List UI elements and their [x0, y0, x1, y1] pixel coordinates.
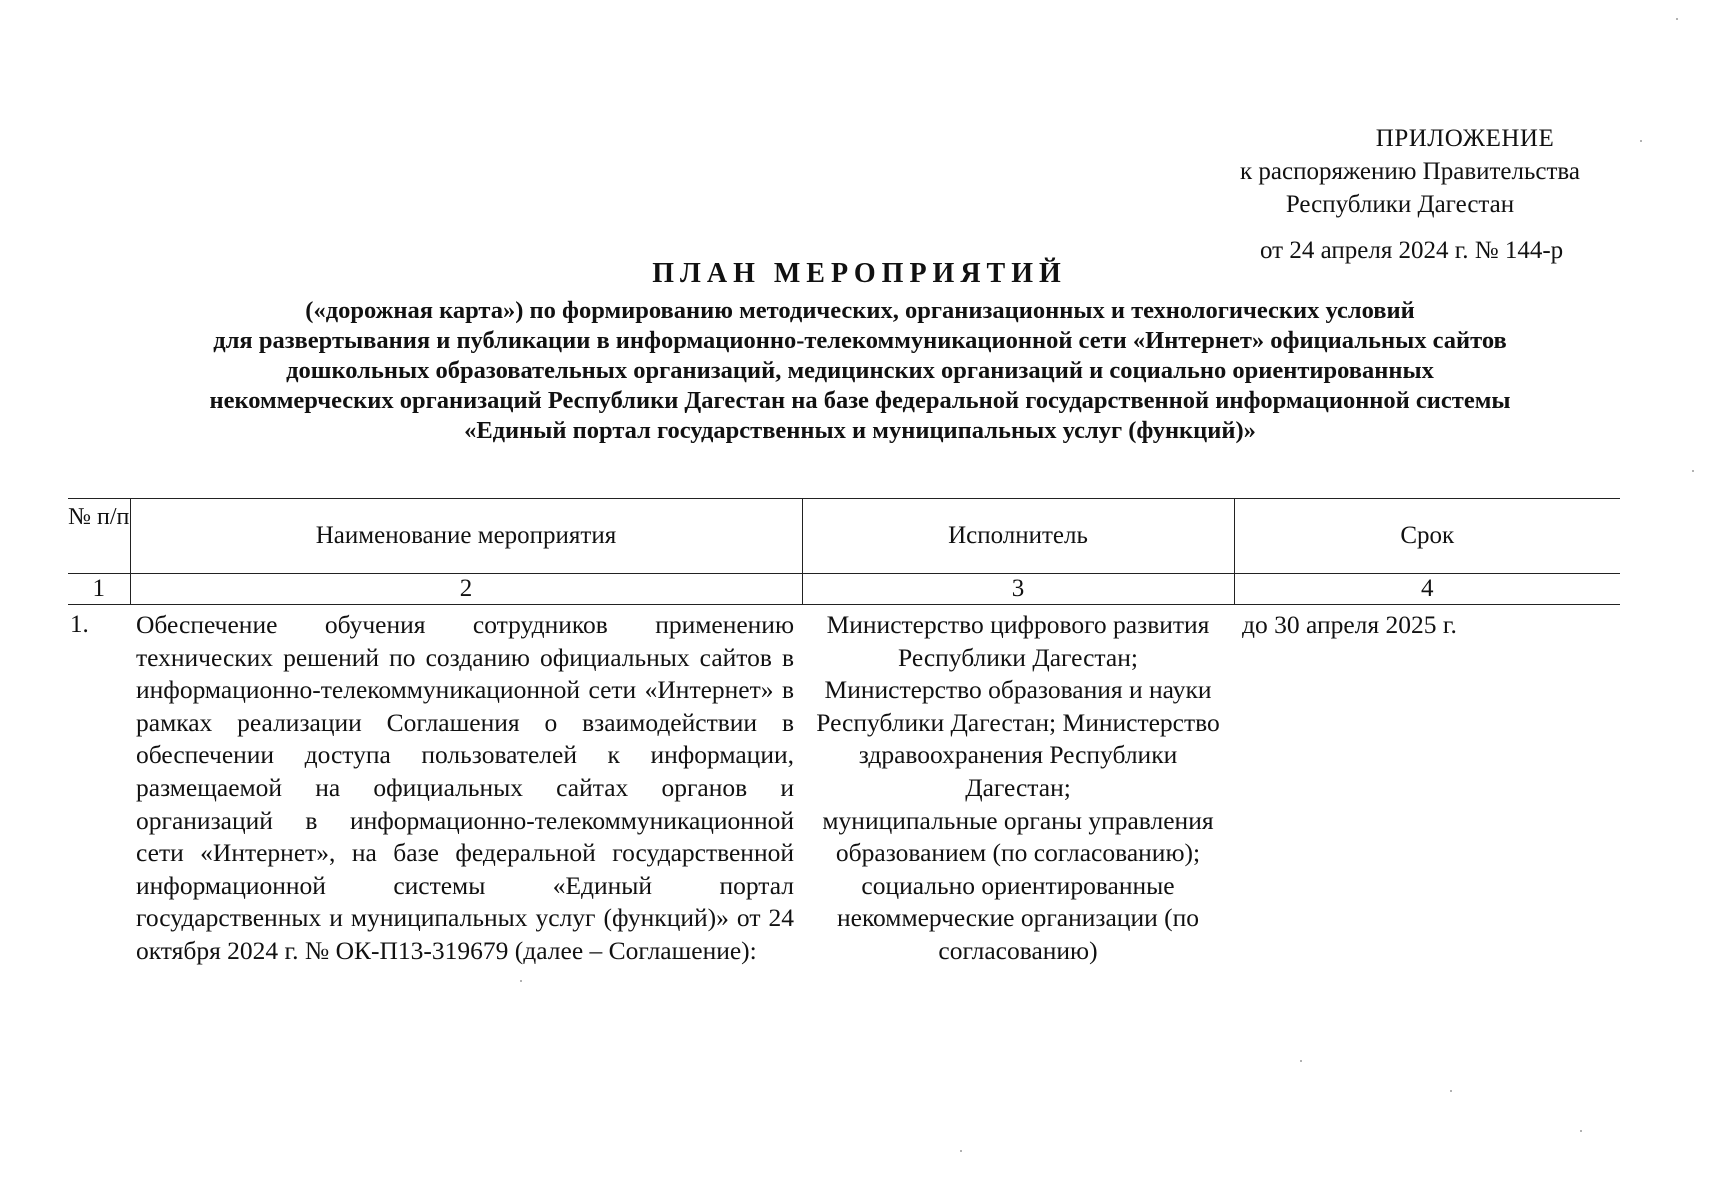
column-header-executor: Исполнитель: [802, 499, 1234, 574]
scan-dot: [1300, 1060, 1302, 1062]
table-row: [68, 605, 1620, 968]
annex-block: [1190, 122, 1630, 264]
executor-line: некоммерческие организации (по: [836, 903, 1200, 933]
executor-line: Республики Дагестан; Министерство: [816, 707, 1220, 737]
scan-dot: [960, 1150, 962, 1152]
executor-line: муниципальные органы управления: [822, 805, 1214, 835]
scan-dot: [1450, 1090, 1452, 1092]
row-action: Обеспечение обучения сотрудников применению технических решений по созданию официальных сайтов в информационно-телекоммуникационной сети «Интернет» в рамках реализации Соглашения о взаимодействии в обеспечении доступа пользователей к информации, размещаемой на официальных сайтах органов и организаций в информационно-телекоммуникационной сети «Интернет», на базе федеральной государственной информационной системы «Единый портал государственных и муниципальных услуг (функций)» от 24 октября 2024 г. № ОК-П13-319679 (далее – Соглашение):: [136, 610, 794, 965]
subtitle-line: дошкольных образовательных организаций, медицинских организаций и социально ориентированных: [286, 357, 1434, 384]
plan-subtitle: [60, 296, 1660, 446]
plan-table: [68, 498, 1620, 968]
column-header-term: Срок: [1234, 499, 1620, 574]
column-number: 4: [1234, 574, 1620, 605]
row-term: до 30 апреля 2025 г.: [1242, 610, 1457, 639]
executor-line: Министерство образования и науки: [824, 675, 1212, 705]
annex-date: от 24 апреля 2024 г. № 144-р: [1260, 237, 1564, 264]
executor-line: согласованию): [938, 935, 1098, 965]
subtitle-line: («дорожная карта») по формированию методических, организационных и технологических условий: [305, 297, 1415, 324]
executor-line: Министерство цифрового развития: [826, 610, 1210, 639]
subtitle-line: некоммерческих организаций Республики Дагестан на базе федеральной государственной информационной системы: [209, 387, 1511, 414]
column-number: 1: [68, 574, 130, 605]
column-number-row: [68, 574, 1620, 605]
scan-dot: [1580, 1130, 1582, 1132]
column-number: 2: [130, 574, 802, 605]
executor-line: Республики Дагестан;: [898, 642, 1138, 672]
column-number: 3: [802, 574, 1234, 605]
subtitle-line: для развертывания и публикации в информационно-телекоммуникационной сети «Интернет» официальных сайтов: [213, 327, 1507, 354]
executor-line: Дагестан;: [965, 772, 1071, 802]
table-header-row: [68, 499, 1620, 574]
scan-dot: [520, 980, 522, 982]
scan-dot: [1692, 470, 1694, 472]
row-executor: [802, 605, 1234, 968]
annex-line-republic: Республики Дагестан: [1285, 191, 1515, 218]
executor-line: здравоохранения Республики: [858, 740, 1178, 770]
column-header-action: Наименование мероприятия: [130, 499, 802, 574]
column-header-num: № п/п: [68, 499, 130, 574]
scan-dot: [1676, 18, 1678, 20]
annex-line-order: к распоряжению Правительства: [1239, 158, 1580, 185]
executor-line: образованием (по согласованию);: [835, 838, 1201, 868]
subtitle-line: «Единый портал государственных и муниципальных услуг (функций)»: [464, 417, 1256, 444]
annex-title: ПРИЛОЖЕНИЕ: [1375, 125, 1555, 152]
row-number: 1.: [70, 611, 89, 638]
plan-heading: ПЛАН МЕРОПРИЯТИЙ: [652, 258, 1067, 289]
executor-line: социально ориентированные: [861, 870, 1175, 900]
scan-dot: [1640, 140, 1642, 142]
